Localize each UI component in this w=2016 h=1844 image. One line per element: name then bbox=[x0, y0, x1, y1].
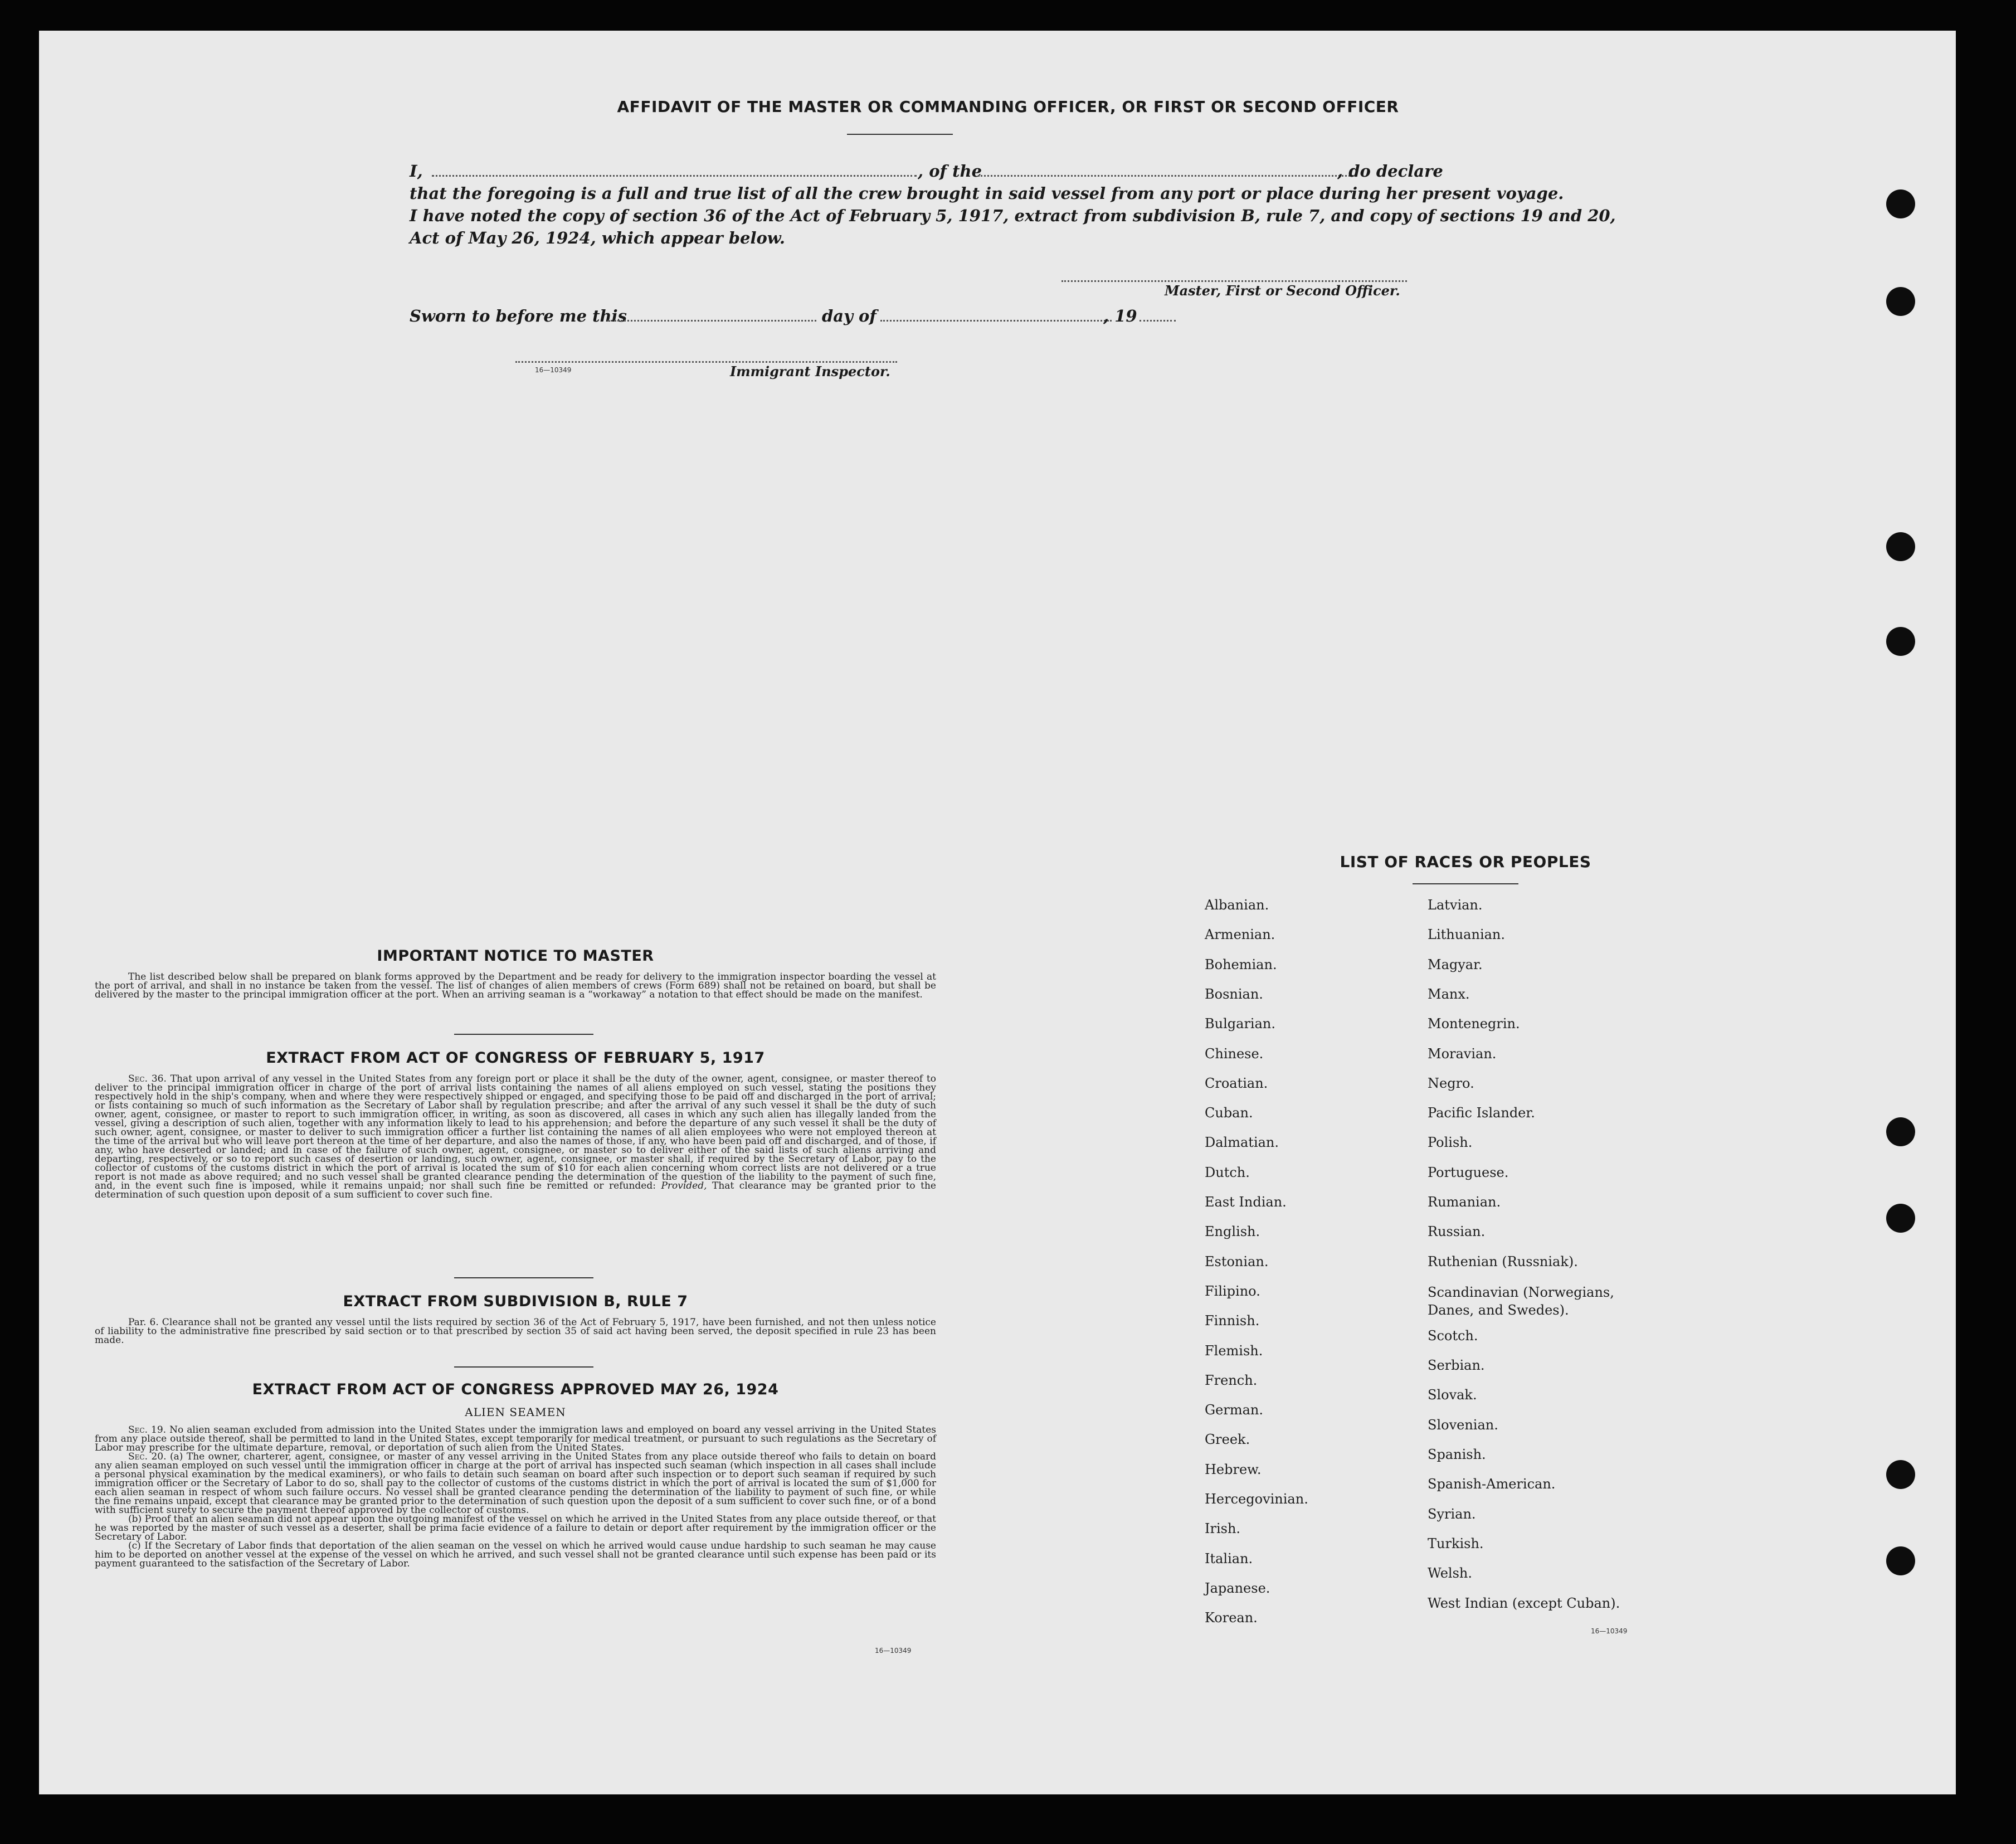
race-item: Welsh. bbox=[1428, 1565, 1472, 1582]
race-item: Montenegrin. bbox=[1428, 1016, 1520, 1032]
race-item: Filipino. bbox=[1205, 1283, 1260, 1299]
sworn-month-blank[interactable] bbox=[880, 320, 1112, 322]
race-item: Dutch. bbox=[1205, 1164, 1250, 1180]
sec20a-paragraph bbox=[95, 1452, 936, 1515]
rule7-text bbox=[95, 1318, 936, 1345]
section-rule bbox=[454, 1277, 593, 1278]
race-item: Flemish. bbox=[1205, 1342, 1263, 1359]
sworn-year-prefix: , 19 bbox=[1103, 306, 1137, 325]
affidavit-do-declare: , do declare bbox=[1337, 162, 1443, 181]
race-item: Moravian. bbox=[1428, 1045, 1497, 1062]
sworn-day-blank[interactable] bbox=[607, 320, 816, 322]
race-item: Serbian. bbox=[1428, 1358, 1485, 1374]
section-rule bbox=[454, 1034, 593, 1035]
sec36-text: That upon arrival of any vessel in the United States from any foreign port or place it shall be the duty of the owner, agent, consignee, or master thereof to deliver to the principal immigration officer in charge of the port of arrival lists containing the names of all aliens employed on such vessel, stating the positions they respectively hold in the ship's company, when and where they were respectively shipped or engaged, and specifying those to be paid off and discharged in the port of arrival; or lists containing so much of such information as the Secretary of Labor shall by regulation prescribe; and after the arrival of any such vessel it shall be the duty of such owner, agent, consignee, or master to report to such immigration officer, in writing, as soon as discovered, all cases in which any such alien has illegally landed from the vessel, giving a description of such alien, together with any information likely to lead to his apprehension; and before the departure of any such vessel it shall be the duty of such owner, agent, consignee, or master to deliver to such immigration officer a further list containing the names of all alien employees who were not employed thereon at the time of the arrival but who will leave port thereon at the time of her departure, and also the names of those, if any, who have been paid off and discharged, and of those, if any, who have deserted or landed; and in case of the failure of such owner, agent, consignee, or master so to deliver either of the said lists of such aliens arriving and departing, respectively, or so to report such cases of desertion or landing, such owner, agent, consignee, or master shall, if required by the Secretary of Labor, pay to the collector of customs of the customs district in which the port of arrival is located the sum of $10 for each alien concerning whom correct lists are not delivered or a true report is not made as above required; and no such vessel shall be granted clearance pending the determination of the question of the liability to the payment of such fine, and, in the event such fine is imposed, while it remains unpaid; nor shall such fine be remitted or refunded: bbox=[95, 1073, 936, 1191]
race-item: Russian. bbox=[1428, 1224, 1486, 1240]
title-rule bbox=[847, 134, 953, 135]
race-item: Spanish. bbox=[1428, 1447, 1486, 1463]
race-item: Albanian. bbox=[1205, 897, 1269, 913]
race-item: Finnish. bbox=[1205, 1313, 1260, 1329]
affidavit-line-1 bbox=[410, 162, 1443, 181]
race-item: Scotch. bbox=[1428, 1327, 1478, 1344]
sec20a-text: (a) The owner, charterer, agent, consignee, or master of any vessel arriving in the United States from any place outside thereof who fails to detain on board any alien seaman employed on such vessel until the immigration officer in charge at the port of arrival has inspected such seaman (which inspection in all cases shall include a personal physical examination by the medical examiners), or who fails to detain such seaman on board after such inspection or to deport such seaman if required by such immigration officer or the Secretary of Labor to do so, shall pay to the collector of customs of the customs district in which the port of arrival is located the sum of $1,000 for each alien seaman in respect of whom such failure occurs. No vessel shall be granted clearance pending the determination of the liability to payment of such fine, or while the fine remains unpaid, except that clearance may be granted prior to the determination of such question upon the deposit of a sum sufficient to cover such fine, or of a bond with sufficient surety to secure the payment thereof approved by the collector of customs. bbox=[95, 1451, 936, 1516]
race-item: Slovak. bbox=[1428, 1387, 1477, 1403]
extract-1924-title: EXTRACT FROM ACT OF CONGRESS APPROVED MAY 26, 1924 bbox=[252, 1381, 779, 1398]
sec20-label: Sec. 20. bbox=[128, 1451, 167, 1462]
race-item: German. bbox=[1205, 1402, 1263, 1418]
race-item: Magyar. bbox=[1428, 956, 1483, 972]
sec36-label: Sec. 36. bbox=[128, 1073, 167, 1084]
race-item: West Indian (except Cuban). bbox=[1428, 1595, 1620, 1611]
race-item: Scandinavian (Norwegians, Danes, and Swedes). bbox=[1428, 1284, 1614, 1318]
race-item: Negro. bbox=[1428, 1075, 1474, 1091]
race-item: Korean. bbox=[1205, 1610, 1258, 1626]
race-item: French. bbox=[1205, 1372, 1258, 1388]
inspector-label: Immigrant Inspector. bbox=[730, 363, 890, 379]
form-number: 16—10349 bbox=[535, 366, 572, 374]
sworn-line bbox=[410, 306, 1190, 329]
race-item: Turkish. bbox=[1428, 1535, 1484, 1551]
form-number: 16—10349 bbox=[1591, 1627, 1628, 1635]
sec19-paragraph bbox=[95, 1425, 936, 1452]
race-item: Spanish-American. bbox=[1428, 1476, 1556, 1492]
notice-text bbox=[95, 972, 936, 999]
affidavit-line-2: that the foregoing is a full and true list of all the crew brought in said vessel from any port or place during her present voyage. bbox=[410, 184, 1564, 203]
sworn-day-of: day of bbox=[822, 306, 876, 325]
race-item: Croatian. bbox=[1205, 1075, 1268, 1091]
sworn-year-blank[interactable] bbox=[1140, 320, 1176, 322]
proviso-label: Provided, bbox=[661, 1180, 707, 1191]
extract-1917-title: EXTRACT FROM ACT OF CONGRESS OF FEBRUARY 5, 1917 bbox=[266, 1049, 765, 1067]
race-item: East Indian. bbox=[1205, 1194, 1287, 1210]
affidavit-line-3: I have noted the copy of section 36 of the Act of February 5, 1917, extract from subdivision B, rule 7, and copy of sections 19 and 20, bbox=[410, 206, 1616, 225]
affidavit-i: I, bbox=[410, 162, 423, 181]
binder-hole bbox=[1886, 1460, 1915, 1489]
alien-seamen-subhead: ALIEN SEAMEN bbox=[465, 1405, 566, 1419]
affidavit-of-the: , of the bbox=[918, 162, 982, 181]
race-item: Estonian. bbox=[1205, 1253, 1269, 1269]
notice-title: IMPORTANT NOTICE TO MASTER bbox=[377, 947, 654, 965]
extract-1917-text bbox=[95, 1074, 936, 1199]
binder-hole bbox=[1886, 627, 1915, 656]
proviso-text: That clearance may be granted prior to the determination of such question upon deposit of a sum sufficient to cover such fine. bbox=[95, 1180, 936, 1200]
sec19-text: No alien seaman excluded from admission into the United States under the immigration laws and employed on board any vessel arriving in the United States from any place outside thereof, shall be permitted to land in the United States, except temporarily for medical treatment, or pursuant to such regulations as the Secretary of Labor may prescribe for the ultimate departure, removal, or deportation of such alien from the United States. bbox=[95, 1424, 937, 1453]
race-item: Bulgarian. bbox=[1205, 1016, 1275, 1032]
sworn-start: Sworn to before me this bbox=[410, 306, 627, 325]
rule7-title: EXTRACT FROM SUBDIVISION B, RULE 7 bbox=[343, 1293, 688, 1310]
binder-hole bbox=[1886, 1117, 1915, 1146]
binder-hole bbox=[1886, 532, 1915, 561]
race-item: Italian. bbox=[1205, 1550, 1253, 1566]
rule7-paragraph: Par. 6. Clearance shall not be granted any vessel until the lists required by section 36 of the Act of February 5, 1917, have been furnished, and not then unless notice of liability to the administrative fine prescribed by said section or to that prescribed by section 35 of said act having been served, the deposit specified in rule 23 has been made. bbox=[95, 1317, 936, 1346]
form-number: 16—10349 bbox=[875, 1647, 912, 1655]
race-item: Pacific Islander. bbox=[1428, 1105, 1535, 1121]
race-item: Rumanian. bbox=[1428, 1194, 1501, 1210]
race-item: Ruthenian (Russniak). bbox=[1428, 1253, 1578, 1269]
signature-label: Master, First or Second Officer. bbox=[1165, 283, 1400, 299]
races-title-rule bbox=[1413, 883, 1518, 884]
affidavit-title: AFFIDAVIT OF THE MASTER OR COMMANDING OFFICER, OR FIRST OR SECOND OFFICER bbox=[617, 98, 1399, 116]
race-item: Chinese. bbox=[1205, 1045, 1264, 1062]
extract-1924-text bbox=[95, 1425, 936, 1568]
race-item: Portuguese. bbox=[1428, 1164, 1509, 1180]
race-item: Lithuanian. bbox=[1428, 927, 1506, 943]
race-item: Greek. bbox=[1205, 1432, 1250, 1448]
race-item: Dalmatian. bbox=[1205, 1135, 1279, 1151]
race-item: English. bbox=[1205, 1224, 1260, 1240]
sec20b-paragraph: (b) Proof that an alien seaman did not appear upon the outgoing manifest of the vessel on which he arrived in the United States from any place outside thereof, or that he was reported by the master of such vessel as a deserter, shall be prima facie evidence of a failure to detain or deport after requirement by the immigration officer or the Secretary of Labor. bbox=[95, 1514, 936, 1543]
race-item: Latvian. bbox=[1428, 897, 1483, 913]
race-item: Hercegovinian. bbox=[1205, 1491, 1308, 1507]
binder-hole bbox=[1886, 189, 1915, 218]
race-item: Bosnian. bbox=[1205, 986, 1263, 1002]
race-item: Manx. bbox=[1428, 986, 1470, 1002]
races-title: LIST OF RACES OR PEOPLES bbox=[1340, 853, 1591, 871]
race-item: Slovenian. bbox=[1428, 1417, 1498, 1433]
race-item: Hebrew. bbox=[1205, 1461, 1262, 1477]
race-item: Japanese. bbox=[1205, 1580, 1270, 1596]
binder-hole bbox=[1886, 287, 1915, 316]
sec20c-paragraph: (c) If the Secretary of Labor finds that deportation of the alien seaman on the vessel on which he arrived would cause undue hardship to such seaman he may cause him to be deported on another vessel at the expense of the vessel on which he arrived, and such vessel shall not be granted clearance until such expense has been paid or its payment guaranteed to the satisfaction of the Secretary of Labor. bbox=[95, 1540, 936, 1569]
name-blank[interactable] bbox=[432, 175, 917, 177]
race-item: Syrian. bbox=[1428, 1506, 1476, 1522]
race-item: Irish. bbox=[1205, 1521, 1241, 1537]
race-item: Armenian. bbox=[1205, 927, 1275, 943]
sec19-label: Sec. 19. bbox=[128, 1424, 167, 1436]
notice-paragraph: The list described below shall be prepared on blank forms approved by the Department and be ready for delivery to the immigration inspector boarding the vessel at the port of arrival, and shall in no instance be taken from the vessel. The list of changes of alien members of crews (Form 689) shall not be retained on board, but shall be delivered by the master to the principal immigration officer at the port. When an arriving seaman is a “workaway” a notation to that effect should be made on the manifest. bbox=[95, 971, 936, 1000]
race-item: Polish. bbox=[1428, 1135, 1473, 1151]
binder-hole bbox=[1886, 1546, 1915, 1575]
signature-blank[interactable] bbox=[1061, 280, 1407, 282]
race-item: Cuban. bbox=[1205, 1105, 1253, 1121]
race-item: Bohemian. bbox=[1205, 956, 1277, 972]
affidavit-line-4: Act of May 26, 1924, which appear below. bbox=[410, 228, 785, 247]
sec36-paragraph bbox=[95, 1074, 936, 1199]
binder-hole bbox=[1886, 1204, 1915, 1233]
section-rule bbox=[454, 1366, 593, 1368]
inspector-blank[interactable] bbox=[515, 361, 897, 363]
vessel-blank[interactable] bbox=[978, 175, 1357, 177]
